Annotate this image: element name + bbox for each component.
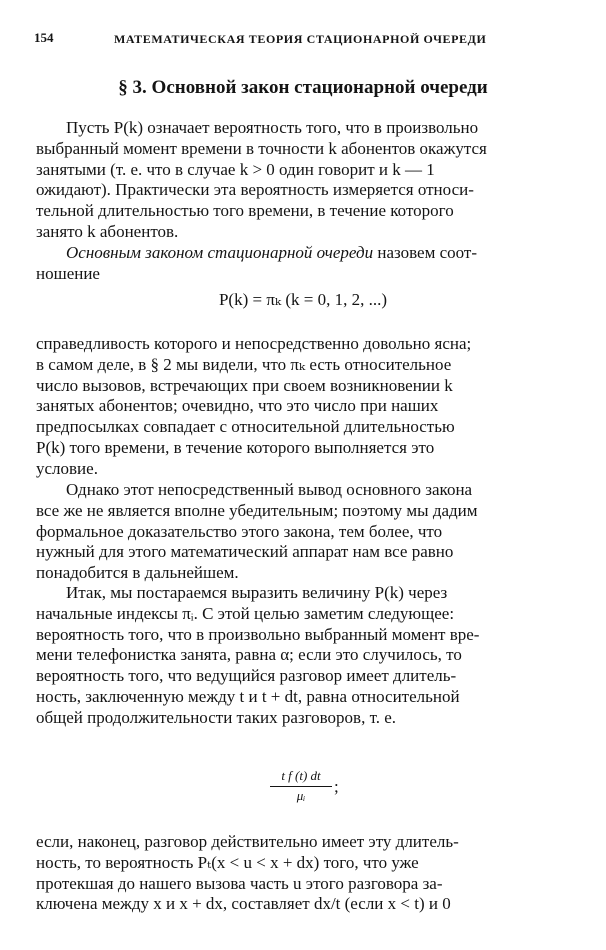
text-line: Итак, мы постараемся выразить величину P(k) через (66, 583, 448, 602)
text-line (36, 243, 572, 264)
paragraph-4 (36, 480, 572, 584)
page-number: 154 (34, 30, 54, 45)
text-line: ность, заключенную между t и t + dt, равна относительной (36, 686, 460, 706)
text-line: ожидают). Практически эта вероятность измеряется относи- (36, 180, 474, 200)
formula-fraction (270, 768, 340, 804)
paragraph-5 (36, 583, 572, 729)
text-line: формальное доказательство этого закона, тем более, что (36, 521, 443, 541)
text-line: P(k) того времени, в течение которого выполняется это (36, 437, 435, 457)
paragraph-6 (36, 832, 572, 915)
text-line: общей продолжительности таких разговоров, т. е. (36, 707, 397, 727)
formula-main: P(k) = πₖ (k = 0, 1, 2, ...) (218, 290, 388, 309)
paragraph-3 (36, 334, 572, 480)
text-line: занято k абонентов. (36, 221, 179, 241)
text-line: понадобится в дальнейшем. (36, 563, 239, 583)
text-line: вероятность того, что в произвольно выбранный момент вре- (36, 624, 480, 644)
text-line: Однако этот непосредственный вывод основного закона (66, 480, 473, 499)
fraction-denominator: μᵢ (296, 788, 306, 803)
text-line: ношение (36, 263, 100, 283)
text-line: число вызовов, встречающих при своем возникновении k (36, 375, 453, 395)
text-line: ность, то вероятность Pₜ(x < u < x + dx) того, что уже (36, 852, 419, 872)
fraction-numerator: t f (t) dt (270, 768, 332, 787)
text-line: протекшая до нашего вызова часть u этого разговора за- (36, 873, 443, 893)
text-line: в самом деле, в § 2 мы видели, что πₖ есть относительное (36, 354, 452, 374)
text-line: справедливость которого и непосредственно довольно ясна; (36, 334, 472, 353)
text-line: мени телефонистка занята, равна α; если это случилось, то (36, 645, 462, 665)
text-line: Пусть P(k) означает вероятность того, что в произвольно (66, 118, 479, 137)
running-header (34, 30, 579, 52)
text-line: вероятность того, что ведущийся разговор имеет длитель- (36, 666, 457, 686)
running-title: МАТЕМАТИЧЕСКАЯ ТЕОРИЯ СТАЦИОНАРНОЙ ОЧЕРЕДИ (114, 32, 487, 46)
text-line: занятых абонентов; очевидно, что это число при наших (36, 396, 439, 416)
section-title: § 3. Основной закон стационарной очереди (118, 77, 488, 98)
text-line: ключена между x и x + dx, составляет dx/t (если x < t) и 0 (36, 894, 451, 914)
text-line: начальные индексы πᵢ. С этой целью заметим следующее: (36, 603, 455, 623)
text-line: тельной длительностью того времени, в течение которого (36, 201, 454, 221)
law-name-italic: Основным законом стационарной очереди (66, 243, 374, 262)
text-line: условие. (36, 458, 98, 478)
paragraph-1 (36, 118, 572, 243)
text-fragment: назовем соот- (373, 243, 477, 262)
text-line: нужный для этого математический аппарат нам все равно (36, 542, 454, 562)
text-line: занятыми (т. е. что в случае k > 0 один говорит и k — 1 (36, 159, 435, 179)
fraction-semicolon: ; (334, 777, 339, 796)
text-line: если, наконец, разговор действительно имеет эту длитель- (36, 832, 459, 851)
text-line: предпосылках совпадает с относительной длительностью (36, 417, 455, 437)
text-line: выбранный момент времени в точности k абонентов окажутся (36, 138, 487, 158)
paragraph-2 (36, 243, 572, 285)
text-line: все же не является вполне убедительным; поэтому мы дадим (36, 500, 478, 520)
